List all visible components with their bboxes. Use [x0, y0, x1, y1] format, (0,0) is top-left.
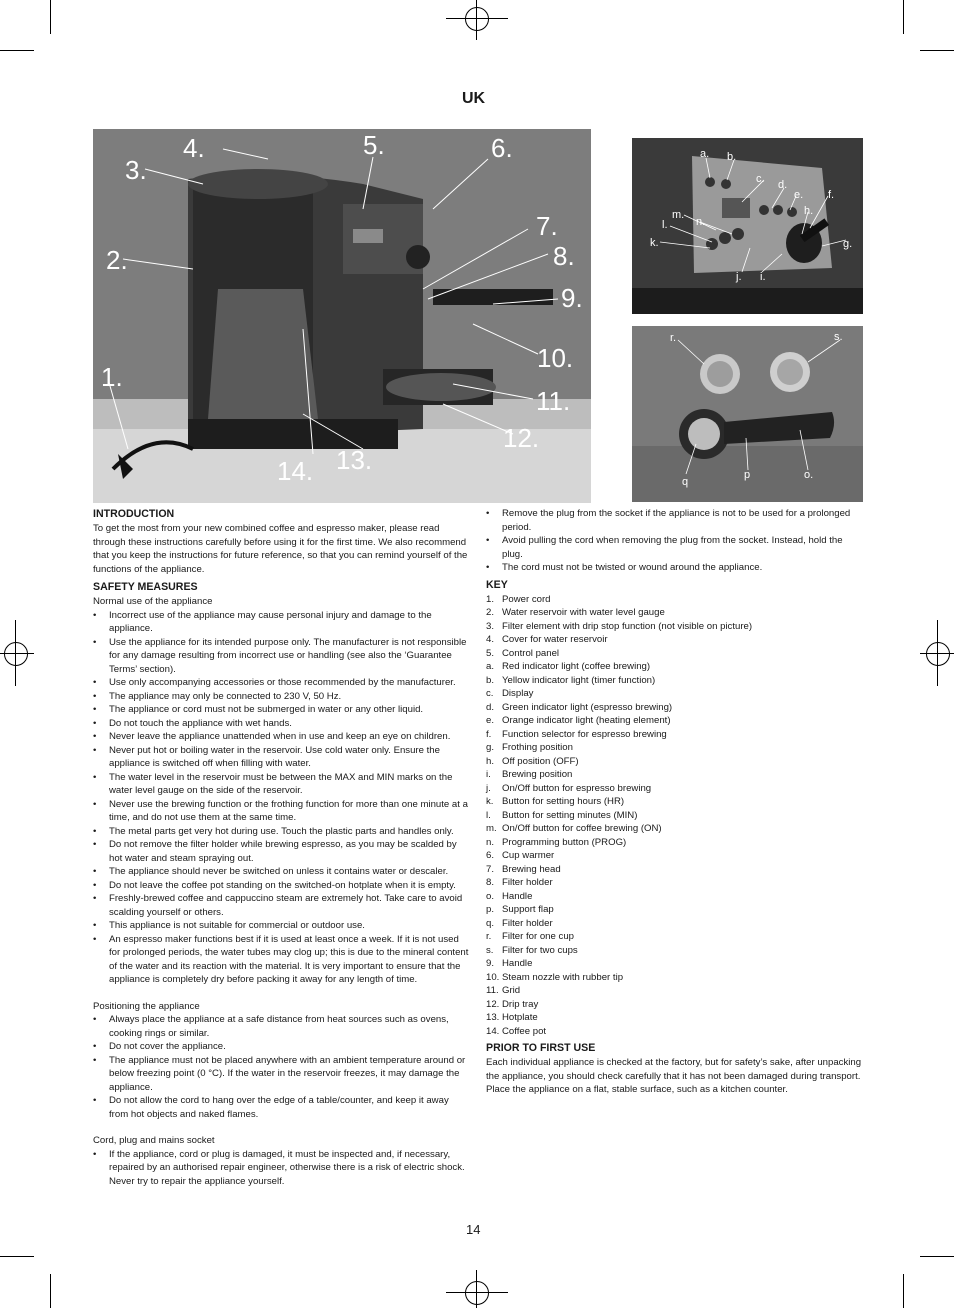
left-column — [93, 507, 469, 1188]
cord-subheading: Cord, plug and mains socket — [93, 1135, 215, 1146]
list-item: • Never leave the appliance unattended when in use and keep an eye on children. — [93, 730, 469, 744]
key-marker: 14. — [486, 1025, 500, 1037]
key-marker: 4. — [486, 634, 495, 645]
key-marker: 8. — [486, 877, 495, 888]
section-heading-prior-to-first-use: PRIOR TO FIRST USE — [486, 1042, 596, 1054]
list-item: • The appliance or cord must not be submerged in water or any other liquid. — [93, 703, 469, 717]
key-item — [486, 876, 862, 890]
key-item — [486, 998, 862, 1012]
list-item: • Always place the appliance at a safe distance from heat sources such as ovens, cooking rings or similar. — [93, 1013, 469, 1040]
key-text: Brewing head — [502, 863, 561, 875]
list-item: • Do not remove the filter holder while brewing espresso, as you may be scalded by hot water and steam spraying out. — [93, 838, 469, 865]
photo-label: l. — [662, 219, 668, 231]
registration-mark-top — [446, 18, 508, 19]
key-marker: p. — [486, 904, 495, 915]
key-text: Brewing position — [502, 769, 573, 780]
list-item: • Incorrect use of the appliance may cause personal injury and damage to the appliance. — [93, 609, 469, 636]
key-marker: c. — [486, 688, 494, 699]
key-item — [486, 647, 862, 661]
photo-label: 5. — [363, 130, 385, 160]
list-item: • The cord must not be twisted or wound around the appliance. — [486, 561, 862, 575]
key-marker: g. — [486, 742, 495, 753]
photo-label: f. — [828, 189, 835, 201]
key-item — [486, 741, 862, 755]
photo-label: 10. — [537, 343, 574, 373]
key-marker: s. — [486, 944, 494, 956]
photo-label: p — [744, 469, 751, 481]
list-item: • Never use the brewing function or the frothing function for more than one minute at a time, and do not use them at the same time. — [93, 798, 469, 825]
right-column — [486, 507, 862, 1097]
key-text: Handle — [502, 890, 533, 902]
language-header: UK — [462, 90, 486, 107]
key-item — [486, 890, 862, 904]
key-marker: k. — [486, 796, 494, 807]
key-item — [486, 944, 862, 958]
list-item: • Never put hot or boiling water in the reservoir. Use cold water only. Ensure the appliance is switched off when filling with water. — [93, 744, 469, 771]
key-text: Display — [502, 688, 534, 699]
list-item: • Remove the plug from the socket if the appliance is not to be used for a prolonged period. — [486, 507, 862, 534]
key-item — [486, 755, 862, 769]
intro-paragraph: To get the most from your new combined coffee and espresso maker, please read through these instructions carefully before using it for the first time. We also recommend that you keep the instructions for future reference, so that you can remind yourself of the functions of the appliance. — [93, 523, 468, 575]
key-text: Filter holder — [502, 877, 553, 888]
list-item: • The appliance must not be placed anywhere with an ambient temperature around or below freezing point (0 °C). If the water in the reservoir freezes, it may damage the appliance. — [93, 1054, 469, 1095]
photo-label: q — [682, 476, 689, 488]
key-list — [486, 593, 862, 1039]
photo-label: 14. — [277, 456, 314, 486]
photo-label: 11. — [536, 386, 571, 416]
cord-list — [93, 1148, 469, 1189]
list-item: • This appliance is not suitable for commercial or outdoor use. — [93, 919, 469, 933]
key-text: Filter element with drip stop function (not visible on picture) — [502, 620, 753, 632]
key-text: Control panel — [502, 647, 560, 659]
crop-mark — [0, 1256, 34, 1257]
key-marker: 13. — [486, 1012, 500, 1023]
photo-label: b. — [727, 151, 737, 163]
photo-label: o. — [804, 469, 814, 481]
key-text: Off position (OFF) — [502, 755, 579, 767]
key-marker: 12. — [486, 998, 500, 1010]
key-item — [486, 957, 862, 971]
key-text: Frothing position — [502, 742, 573, 753]
key-item — [486, 984, 862, 998]
crop-mark — [50, 1274, 51, 1308]
prior-paragraph: Each individual appliance is checked at the factory, but for safety’s sake, after unpacking the appliance, you should check carefully that it has not been damaged during transport. — [486, 1057, 862, 1082]
key-marker: 3. — [486, 620, 495, 632]
list-item: • The water level in the reservoir must be between the MAX and MIN marks on the water level gauge on the side of the reservoir. — [93, 771, 469, 798]
photo-label: e. — [794, 189, 804, 201]
page-number: 14 — [466, 1222, 481, 1237]
section-heading-key: KEY — [486, 578, 508, 591]
registration-mark-bottom — [465, 1281, 489, 1305]
list-item: • An espresso maker functions best if it is used at least once a week. If it is not used for prolonged periods, the water tubes may clog up; this is due to the mineral content of the water and its reaction with the material. It is very important to ensure that the appliance is completely dry before packing it away for any length of time. — [93, 933, 469, 987]
key-text: Button for setting minutes (MIN) — [502, 809, 638, 821]
key-text: Support flap — [502, 904, 554, 915]
key-text: Handle — [502, 958, 533, 969]
key-text: On/Off button for espresso brewing — [502, 782, 652, 794]
key-text: Water reservoir with water level gauge — [502, 607, 665, 618]
crop-mark — [920, 1256, 954, 1257]
key-marker: d. — [486, 701, 495, 713]
key-marker: o. — [486, 890, 495, 902]
list-item: • Freshly-brewed coffee and cappuccino steam are extremely hot. Take care to avoid scalding yourself or others. — [93, 892, 469, 919]
key-text: Power cord — [502, 593, 551, 605]
registration-mark-right — [937, 620, 938, 686]
key-item — [486, 782, 862, 796]
key-marker: l. — [486, 809, 491, 821]
crop-mark — [903, 1274, 904, 1308]
key-text: Programming button (PROG) — [502, 836, 627, 848]
key-item — [486, 728, 862, 742]
key-text: Hotplate — [502, 1012, 538, 1023]
photo-label: 6. — [491, 133, 513, 163]
registration-mark-left — [15, 620, 16, 686]
photo-label: k. — [650, 237, 659, 249]
key-item — [486, 930, 862, 944]
registration-mark-right — [926, 642, 950, 666]
photo-label: n. — [696, 216, 706, 228]
key-marker: 9. — [486, 958, 495, 969]
key-text: Filter for one cup — [502, 931, 574, 942]
section-heading-safety: SAFETY MEASURES — [93, 581, 198, 593]
key-marker: 6. — [486, 850, 495, 861]
photo-label: 8. — [553, 241, 575, 271]
key-item — [486, 620, 862, 634]
photo-label: 4. — [183, 133, 205, 163]
list-item: • Do not allow the cord to hang over the edge of a table/counter, and keep it away from hot objects and naked flames. — [93, 1094, 469, 1121]
key-item — [486, 633, 862, 647]
key-marker: 10. — [486, 971, 500, 983]
registration-mark-left — [0, 653, 34, 654]
key-marker: a. — [486, 661, 495, 672]
key-text: Function selector for espresso brewing — [502, 728, 667, 740]
key-item — [486, 593, 862, 607]
key-item — [486, 1025, 862, 1039]
key-item — [486, 971, 862, 985]
prior-paragraph: Place the appliance on a flat, stable surface, such as a kitchen counter. — [486, 1084, 788, 1095]
key-text: Filter holder — [502, 917, 553, 929]
list-item: • If the appliance, cord or plug is damaged, it must be inspected and, if necessary, repaired by an authorised repair engineer, otherwise there is a risk of electric shock. Never try to repair the appliance yourself. — [93, 1148, 469, 1189]
photo-label: 12. — [503, 423, 540, 453]
key-item — [486, 714, 862, 728]
key-marker: q. — [486, 917, 495, 929]
key-item — [486, 917, 862, 931]
key-text: Red indicator light (coffee brewing) — [502, 661, 651, 672]
key-item — [486, 1011, 862, 1025]
list-item: • Do not cover the appliance. — [93, 1040, 469, 1054]
key-text: Steam nozzle with rubber tip — [502, 971, 624, 983]
key-item — [486, 687, 862, 701]
key-text: Yellow indicator light (timer function) — [502, 674, 656, 686]
key-item — [486, 768, 862, 782]
key-item — [486, 903, 862, 917]
list-item: • Avoid pulling the cord when removing the plug from the socket. Instead, hold the plug. — [486, 534, 862, 561]
photo-label: d. — [778, 179, 788, 191]
key-item — [486, 701, 862, 715]
positioning-list — [93, 1013, 469, 1121]
coffee-machine-photo — [93, 129, 591, 503]
photo-label: 2. — [106, 245, 128, 275]
photo-label: 9. — [561, 283, 583, 313]
list-item: • The metal parts get very hot during use. Touch the plastic parts and handles only. — [93, 825, 469, 839]
key-item — [486, 606, 862, 620]
key-marker: n. — [486, 836, 495, 848]
crop-mark — [903, 0, 904, 34]
key-text: On/Off button for coffee brewing (ON) — [502, 823, 662, 834]
key-item — [486, 660, 862, 674]
photo-label: h. — [804, 205, 814, 217]
key-marker: 11. — [486, 985, 499, 996]
key-marker: 7. — [486, 863, 495, 875]
list-item: • Do not touch the appliance with wet hands. — [93, 717, 469, 731]
key-text: Cup warmer — [502, 850, 555, 861]
registration-mark-bottom — [446, 1292, 508, 1293]
photo-label: c. — [756, 173, 765, 185]
key-text: Green indicator light (espresso brewing) — [502, 701, 673, 713]
section-heading-introduction: INTRODUCTION — [93, 508, 175, 520]
registration-mark-top — [476, 0, 477, 40]
filter-holder-photo — [632, 326, 863, 502]
photo-label: i. — [760, 271, 766, 283]
photo-label: j. — [736, 271, 742, 283]
list-item: • Use only accompanying accessories or those recommended by the manufacturer. — [93, 676, 469, 690]
key-marker: m. — [486, 823, 497, 834]
key-marker: e. — [486, 715, 495, 726]
crop-mark — [0, 50, 34, 51]
key-marker: h. — [486, 755, 495, 767]
key-marker: i. — [486, 769, 491, 780]
cord-list-continued — [486, 507, 862, 575]
list-item: • The appliance should never be switched on unless it contains water or descaler. — [93, 865, 469, 879]
photo-label: 13. — [336, 445, 373, 475]
key-text: Button for setting hours (HR) — [502, 796, 625, 807]
photo-label: g. — [843, 238, 853, 250]
photo-label: m. — [672, 209, 685, 221]
key-item — [486, 795, 862, 809]
key-marker: 2. — [486, 607, 495, 618]
key-item — [486, 849, 862, 863]
key-text: Filter for two cups — [502, 944, 578, 956]
key-item — [486, 863, 862, 877]
safety-subheading: Normal use of the appliance — [93, 596, 213, 607]
key-text: Cover for water reservoir — [502, 634, 608, 645]
key-marker: b. — [486, 674, 495, 686]
list-item: • The appliance may only be connected to 230 V, 50 Hz. — [93, 690, 469, 704]
key-marker: 5. — [486, 647, 495, 659]
key-marker: j. — [486, 782, 491, 794]
key-text: Coffee pot — [502, 1025, 547, 1037]
key-item — [486, 822, 862, 836]
photo-label: 1. — [101, 362, 123, 392]
safety-list — [93, 609, 469, 987]
key-marker: 1. — [486, 593, 495, 605]
key-item — [486, 836, 862, 850]
list-item: • Do not leave the coffee pot standing on the switched-on hotplate when it is empty. — [93, 879, 469, 893]
photo-label: 3. — [125, 155, 147, 185]
key-text: Orange indicator light (heating element) — [502, 715, 671, 726]
registration-mark-top — [465, 7, 489, 31]
registration-mark-left — [4, 642, 28, 666]
key-item — [486, 674, 862, 688]
control-panel-photo — [632, 138, 863, 314]
key-text: Drip tray — [502, 998, 539, 1010]
key-marker: f. — [486, 728, 492, 740]
photo-label: r. — [670, 332, 677, 344]
photo-label: a. — [700, 148, 710, 160]
photo-label: 7. — [536, 211, 558, 241]
crop-mark — [50, 0, 51, 34]
list-item: • Use the appliance for its intended purpose only. The manufacturer is not responsible for any damage resulting from incorrect use or handling (see also the ‘Guarantee Terms’ section). — [93, 636, 469, 677]
key-text: Grid — [502, 985, 521, 996]
key-item — [486, 809, 862, 823]
key-marker: r. — [486, 931, 492, 942]
crop-mark — [920, 50, 954, 51]
positioning-subheading: Positioning the appliance — [93, 1000, 200, 1012]
registration-mark-bottom — [476, 1270, 477, 1308]
photo-label: s. — [834, 331, 843, 343]
